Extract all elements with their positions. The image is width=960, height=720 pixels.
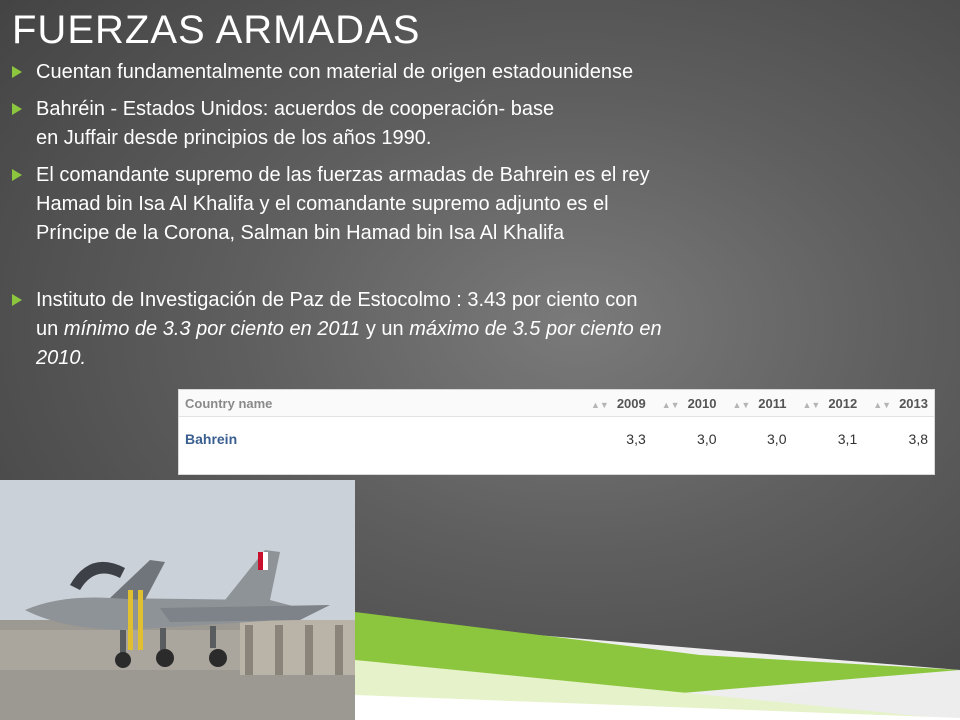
table-header-row: [179, 390, 934, 417]
sort-icon: ▲▼: [873, 399, 892, 410]
bullet-arrow-icon: [12, 169, 22, 181]
sort-icon: ▲▼: [661, 399, 680, 410]
bullet-text: [36, 344, 812, 373]
value-cell: 3,8: [908, 431, 928, 447]
year-label: 2013: [899, 395, 928, 411]
sort-icon: ▲▼: [732, 399, 751, 410]
bullet-item: [12, 286, 812, 373]
country-cell[interactable]: Bahrein: [185, 431, 238, 447]
bullet-arrow-icon: [12, 66, 22, 78]
text-fragment: máximo de 3.5 por ciento en: [409, 318, 662, 340]
bullet-text: Cuentan fundamentalmente con material de origen estadounidense: [36, 61, 634, 83]
sort-icon: ▲▼: [802, 399, 821, 410]
bullet-text: [36, 315, 812, 344]
year-label: 2010: [687, 395, 717, 411]
slide-title: FUERZAS ARMADAS: [12, 8, 421, 52]
bullet-arrow-icon: [12, 294, 22, 306]
bullet-text: El comandante supremo de las fuerzas armadas de Bahrein es el rey: [36, 164, 650, 186]
bullet-text: Bahréin - Estados Unidos: acuerdos de cooperación- base: [36, 98, 555, 120]
bullet-text: Príncipe de la Corona, Salman bin Hamad bin Isa Al Khalifa: [36, 222, 565, 244]
column-header-year[interactable]: [581, 390, 652, 417]
bullet-text: Instituto de Investigación de Paz de Estocolmo : 3.43 por ciento con: [36, 289, 638, 311]
bullet-arrow-icon: [12, 103, 22, 115]
bullet-item: [12, 58, 812, 87]
bullet-text: Hamad bin Isa Al Khalifa y el comandante supremo adjunto es el: [36, 193, 609, 215]
text-fragment: 2010.: [36, 347, 87, 369]
table-row: [179, 417, 934, 462]
fighter-jet-photo: [0, 480, 355, 720]
value-cell: 3,3: [626, 431, 646, 447]
year-label: 2012: [828, 395, 858, 411]
column-header-year[interactable]: [723, 390, 793, 417]
bullet-item: [12, 95, 812, 153]
fighter-jet-image: [0, 480, 355, 720]
column-header-year[interactable]: [792, 390, 863, 417]
value-cell: 3,0: [767, 431, 787, 447]
sort-icon: ▲▼: [591, 399, 609, 410]
text-fragment: y un: [360, 318, 410, 340]
year-label: 2011: [758, 395, 787, 411]
column-header-country[interactable]: Country name: [179, 390, 581, 417]
military-spending-table: [178, 389, 935, 475]
text-fragment: mínimo de 3.3 por ciento en 2011: [63, 318, 361, 340]
column-header-year[interactable]: [863, 390, 934, 417]
bullet-item: [12, 161, 812, 248]
text-fragment: un: [36, 318, 64, 340]
column-header-year[interactable]: [652, 390, 723, 417]
value-cell: 3,1: [837, 431, 858, 447]
bullet-list: [12, 58, 812, 381]
bullet-text: en Juffair desde principios de los años 1990.: [36, 127, 432, 149]
value-cell: 3,0: [697, 431, 717, 447]
year-label: 2009: [616, 395, 646, 411]
